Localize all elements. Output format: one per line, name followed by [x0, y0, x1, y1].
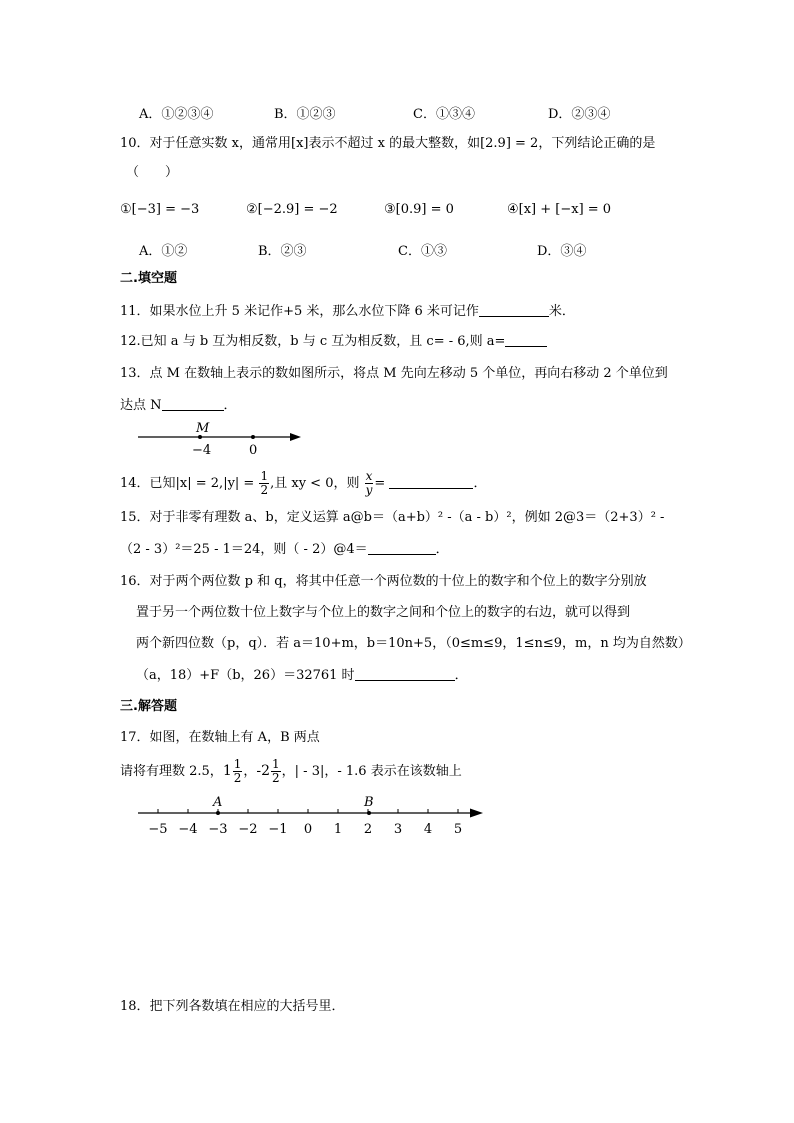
q13-tick-neg4: −4 [192, 443, 212, 458]
q16-line4-text: （a，18）+F（b，26）＝32761 时 [136, 668, 355, 683]
q17-point-a [216, 811, 220, 815]
q17-tick-label: 1 [333, 822, 343, 837]
q14-equals: = [374, 476, 386, 491]
q17-label-b: B [364, 795, 374, 810]
section-2-title: 二.填空题 [120, 271, 177, 286]
q17-tick-label: −4 [178, 822, 198, 837]
q11-text: 11．如果水位上升 5 米记作+5 米，那么水位下降 6 米可记作 [120, 304, 479, 319]
q11-text-end: 米． [548, 304, 575, 319]
q17-line2-text: 请将有理数 2.5， [120, 764, 223, 779]
q14-frac-den: 2 [260, 483, 269, 497]
q14-answer-blank[interactable] [389, 474, 473, 489]
section-3-title: 三.解答题 [120, 699, 177, 714]
q17-label-a: A [213, 795, 223, 810]
q17-sep1: ， [243, 764, 257, 779]
q17-mixed1-den: 2 [233, 771, 242, 785]
q18: 18．把下列各数填在相应的大括号里． [120, 999, 345, 1014]
q17-tick-label: −3 [208, 822, 228, 837]
q15-line2-end: ． [435, 542, 449, 557]
q10-line2: （ ） [126, 165, 179, 180]
q14 [120, 470, 486, 497]
q17-tick-label: −1 [268, 822, 288, 837]
q17-mixed2-num: 1 [272, 757, 280, 771]
q10-statement-2: ②[−2.9] = −2 [246, 202, 338, 217]
q17-tick-label: 2 [363, 822, 373, 837]
q14-fraction-half [259, 470, 269, 497]
q17-tick-label: 5 [453, 822, 463, 837]
q15-answer-blank[interactable] [368, 540, 436, 555]
q11-answer-blank[interactable] [479, 302, 549, 317]
q15-line2 [120, 540, 449, 559]
q13-answer-blank[interactable] [162, 396, 224, 411]
q12-text: 12.已知 a 与 b 互为相反数，b 与 c 互为相反数，且 c= - 6,则 a= [120, 334, 506, 349]
q16-line4 [136, 666, 468, 685]
q13-line2-text: 达点 N [120, 398, 162, 413]
q9-option-b: B．①②③ [274, 107, 336, 122]
q17-tick-label: 4 [423, 822, 433, 837]
q14-text: 14．已知|x| = 2,|y| = [120, 476, 255, 491]
q13-line2-end: ． [223, 398, 237, 413]
q17-mixed1-num: 1 [233, 757, 242, 771]
q17-number-line [134, 792, 494, 840]
q17-tick-label: −2 [238, 822, 258, 837]
q13-line2 [120, 396, 237, 415]
q16-line2: 置于另一个两位数十位上数字与个位上的数字之间和个位上的数字的右边，就可以得到 [136, 605, 631, 620]
q17-tick-label: −5 [148, 822, 168, 837]
q17-mixed2-fraction [271, 758, 281, 785]
q17-line1: 17．如图，在数轴上有 A，B 两点 [120, 730, 320, 745]
q13-line1: 13．点 M 在数轴上表示的数如图所示，将点 M 先向左移动 5 个单位，再向右移动 2 个单位到 [120, 366, 668, 381]
q15-line1: 15．对于非零有理数 a、b，定义运算 a@b＝（a+b）² -（a - b）²，例如 2@3＝（2+3）² - [120, 510, 665, 525]
q10-statement-1: ①[−3] = −3 [120, 202, 200, 217]
q14-frac-num: 1 [260, 469, 269, 483]
q13-number-line [136, 418, 306, 460]
q16-line1: 16．对于两个两位数 p 和 q，将其中任意一个两位数的十位上的数字和个位上的数字分别放 [120, 574, 647, 589]
q17-point-b [367, 811, 371, 815]
q9-option-c: C．①③④ [413, 107, 475, 122]
q10-option-c: C．①③ [398, 244, 447, 259]
q9-option-a: A．①②③④ [139, 107, 214, 122]
q17-mixed1-whole: 1 [222, 763, 232, 779]
q16-line3: 两个新四位数（p，q）．若 a＝10+m，b＝10n+5，（0≤m≤9，1≤n≤9，m，n 均为自然数） [136, 636, 691, 651]
q10-option-b: B．②③ [258, 244, 307, 259]
q13-label-m: M [196, 421, 210, 436]
q17-line2-end: ，| - 3|，- 1.6 表示在该数轴上 [281, 764, 462, 779]
q14-frac2-num: x [365, 469, 373, 483]
q13-axis-arrow [290, 433, 301, 441]
q12 [120, 332, 547, 351]
q16-answer-blank[interactable] [355, 666, 455, 681]
q12-answer-blank[interactable] [505, 332, 547, 347]
q10-option-d: D．③④ [537, 244, 587, 259]
q10-statement-3: ③[0.9] = 0 [384, 202, 454, 217]
q14-frac2-den: y [365, 483, 373, 497]
q10-option-a: A．①② [139, 244, 188, 259]
q17-mixed2-den: 2 [272, 771, 280, 785]
q10-statement-4: ④[x] + [−x] = 0 [507, 202, 612, 217]
q9-option-d: D．②③④ [548, 107, 611, 122]
q17-axis-arrow [470, 809, 483, 818]
q13-tick-0: 0 [249, 443, 258, 458]
q15-line2-text: （2 - 3）²＝25 - 1＝24，则（ - 2）@4＝ [120, 542, 368, 557]
q17-mixed2-whole: -2 [256, 763, 271, 779]
q14-fraction-xy [365, 470, 374, 497]
q11 [120, 302, 575, 321]
q14-text-mid: ,且 xy < 0，则 [270, 476, 360, 491]
q10-line1: 10．对于任意实数 x，通常用[x]表示不超过 x 的最大整数，如[2.9] = 2，下列结论正确的是 [120, 136, 656, 151]
q17-tick-label: 0 [303, 822, 313, 837]
q17-tick-label: 3 [393, 822, 403, 837]
q17-mixed1-fraction [233, 758, 243, 785]
q14-text-end: ． [473, 476, 487, 491]
q16-line4-end: ． [454, 668, 468, 683]
q13-point-zero [251, 435, 255, 439]
q17-line2 [120, 758, 462, 785]
